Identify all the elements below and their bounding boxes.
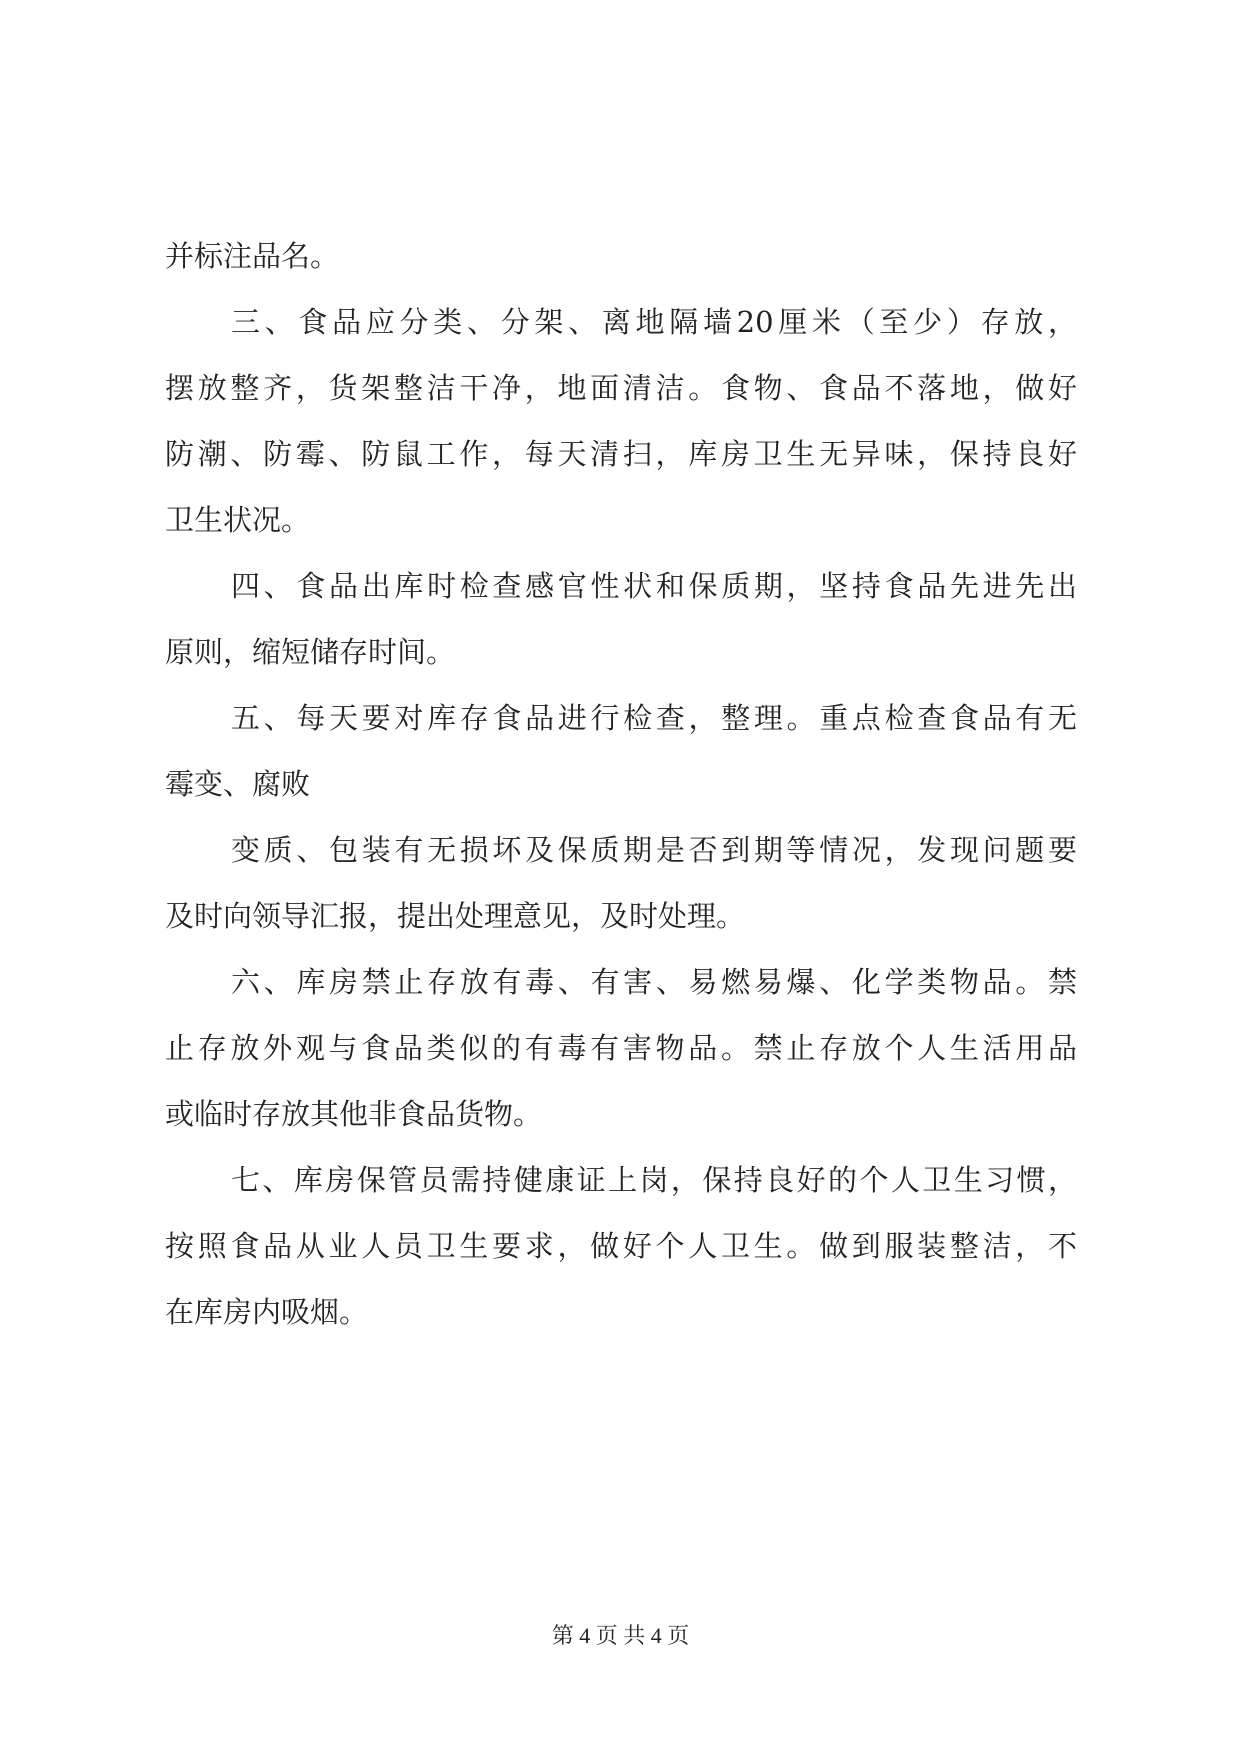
text-line: 原则，缩短储存时间。: [165, 635, 456, 669]
text-line: 在库房内吸烟。: [165, 1295, 369, 1329]
text-line: 止存放外观与食品类似的有毒有害物品。禁止存放个人生活用品: [165, 1031, 1077, 1065]
text-line: 六、库房禁止存放有毒、有害、易燃易爆、化学类物品。禁: [231, 965, 1077, 999]
text-line: 及时向领导汇报，提出处理意见，及时处理。: [165, 899, 746, 933]
text-line: 摆放整齐，货架整洁干净，地面清洁。食物、食品不落地，做好: [165, 371, 1077, 405]
text-line: 卫生状况。: [165, 503, 311, 537]
text-line: 七、库房保管员需持健康证上岗，保持良好的个人卫生习惯，: [231, 1163, 1077, 1197]
text-line: 霉变、腐败: [165, 767, 311, 801]
text-line: 变质、包装有无损坏及保质期是否到期等情况，发现问题要: [231, 833, 1077, 867]
text-line: 五、每天要对库存食品进行检查，整理。重点检查食品有无: [231, 701, 1077, 735]
text-line: 三、食品应分类、分架、离地隔墙20厘米（至少）存放，: [231, 305, 1077, 339]
page-number-footer: 第 4 页 共 4 页: [551, 1623, 690, 1648]
text-line: 并标注品名。: [165, 239, 340, 273]
text-line: 四、食品出库时检查感官性状和保质期，坚持食品先进先出: [231, 569, 1077, 603]
text-line: 防潮、防霉、防鼠工作，每天清扫，库房卫生无异味，保持良好: [165, 437, 1077, 471]
text-line: 或临时存放其他非食品货物。: [165, 1097, 543, 1131]
text-line: 按照食品从业人员卫生要求，做好个人卫生。做到服装整洁，不: [165, 1229, 1077, 1263]
